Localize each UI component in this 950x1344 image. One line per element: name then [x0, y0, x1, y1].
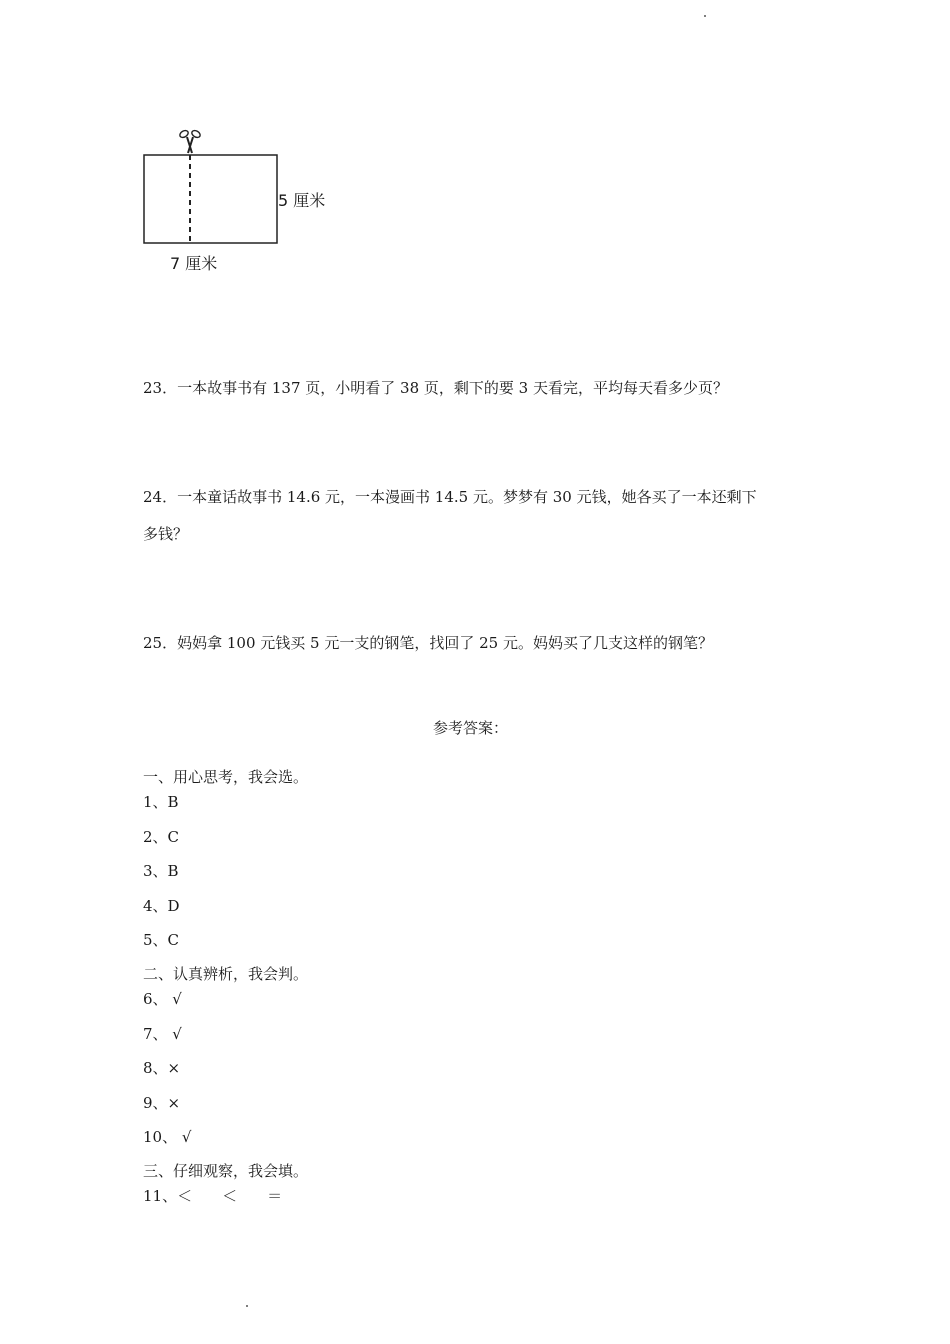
answer-8: 8、×	[143, 1059, 181, 1077]
answers-section-2: 二、认真辨析，我会判。	[143, 965, 309, 983]
height-label: 5 厘米	[278, 191, 326, 210]
question-23: 23．一本故事书有 137 页，小明看了 38 页，剩下的要 3 天看完，平均每天看多少页？	[143, 379, 728, 397]
answer-2: 2、C	[143, 828, 180, 846]
width-label: 7 厘米	[170, 254, 218, 273]
answer-3: 3、B	[143, 862, 179, 880]
paper-rectangle	[144, 155, 277, 243]
answers-section-3: 三、仔细观察，我会填。	[143, 1162, 309, 1180]
answer-1: 1、B	[143, 793, 179, 811]
question-24-line1: 24．一本童话故事书 14.6 元，一本漫画书 14.5 元。梦梦有 30 元钱，她各买了一本还剩下	[143, 488, 757, 506]
page-mark-bottom	[246, 1305, 248, 1307]
answer-6: 6、 √	[143, 990, 182, 1008]
rectangle-figure	[130, 125, 350, 280]
answers-section-1: 一、用心思考，我会选。	[143, 768, 309, 786]
answer-11: 11、＜ ＜ ＝	[143, 1187, 283, 1205]
answer-4: 4、D	[143, 897, 180, 915]
question-24-line2: 多钱？	[143, 525, 189, 543]
answer-5: 5、C	[143, 931, 180, 949]
scissors-icon	[179, 129, 202, 153]
answers-title: 参考答案：	[433, 719, 509, 737]
page-mark-top	[704, 15, 706, 17]
answer-7: 7、 √	[143, 1025, 182, 1043]
question-25: 25．妈妈拿 100 元钱买 5 元一支的钢笔，找回了 25 元。妈妈买了几支这样的钢笔？	[143, 634, 713, 652]
answer-10: 10、 √	[143, 1128, 192, 1146]
answer-9: 9、×	[143, 1094, 181, 1112]
